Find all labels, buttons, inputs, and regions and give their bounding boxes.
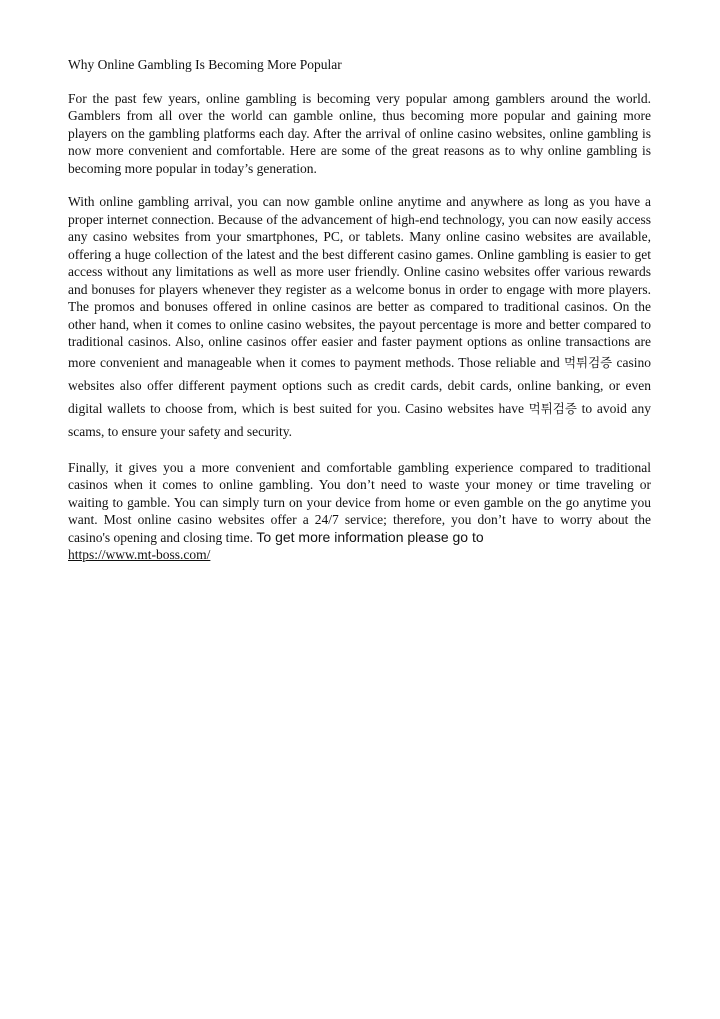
document-page — [68, 56, 651, 580]
korean-term-1: 먹튀검증 — [563, 354, 613, 370]
paragraph-finally-text-2: To get more information please go to — [256, 528, 484, 545]
paragraph-arrival-text-2: casino websites also offer different payment options such as credit cards, debit cards, online banking, or even digital wallets to choose from, which is best suited for you. Casino websites have — [68, 354, 651, 416]
korean-term-2: 먹튀검증 — [528, 400, 577, 416]
document-title: Why Online Gambling Is Becoming More Popular — [68, 57, 342, 72]
mt-boss-link[interactable]: https://www.mt-boss.com/ — [68, 547, 211, 562]
paragraph-arrival-text-1: With online gambling arrival, you can now gamble online anytime and anywhere as long as you have a proper internet connection. Because of the advancement of high-end technology, you can now easily access any casino websites from your smartphones, PC, or tablets. Many online casino websites are available, offering a huge collection of the latest and the best different casino games. Online gambling is easier to get access without any limitations as well as more user friendly. Online casino websites offer various rewards and bonuses for players whenever they register as a welcome bonus in order to engage with more players. The promos and bonuses offered in online casinos are better as compared to traditional casinos. On the other hand, when it comes to online casino websites, the payout percentage is more and better compared to traditional casinos. Also, online casinos offer easier and faster payment options as online transactions are more convenient and manageable when it comes to payment methods. Those reliable and — [68, 194, 651, 370]
paragraph-arrival — [68, 193, 651, 443]
paragraph-finally — [68, 459, 651, 564]
paragraph-intro: For the past few years, online gambling is becoming very popular among gamblers around the world. Gamblers from all over the world can gamble online, thus becoming more popular and gaining more players on the gambling platforms each day. After the arrival of online casino websites, online gambling is now more convenient and comfortable. Here are some of the great reasons as to why online gambling is becoming more popular in today’s generation. — [68, 90, 651, 176]
paragraph-arrival-text-3: to avoid any scams, to ensure your safety and security. — [68, 400, 651, 439]
paragraph-finally-text-1: Finally, it gives you a more convenient and comfortable gambling experience compared to traditional casinos when it comes to online gambling. You don’t need to waste your money or time traveling or waiting to gamble. You can simply turn on your device from home or even gamble on the go anytime you want. Most online casino websites offer a 24/7 service; therefore, you don’t have to worry about the casino's opening and closing time. — [68, 459, 651, 545]
